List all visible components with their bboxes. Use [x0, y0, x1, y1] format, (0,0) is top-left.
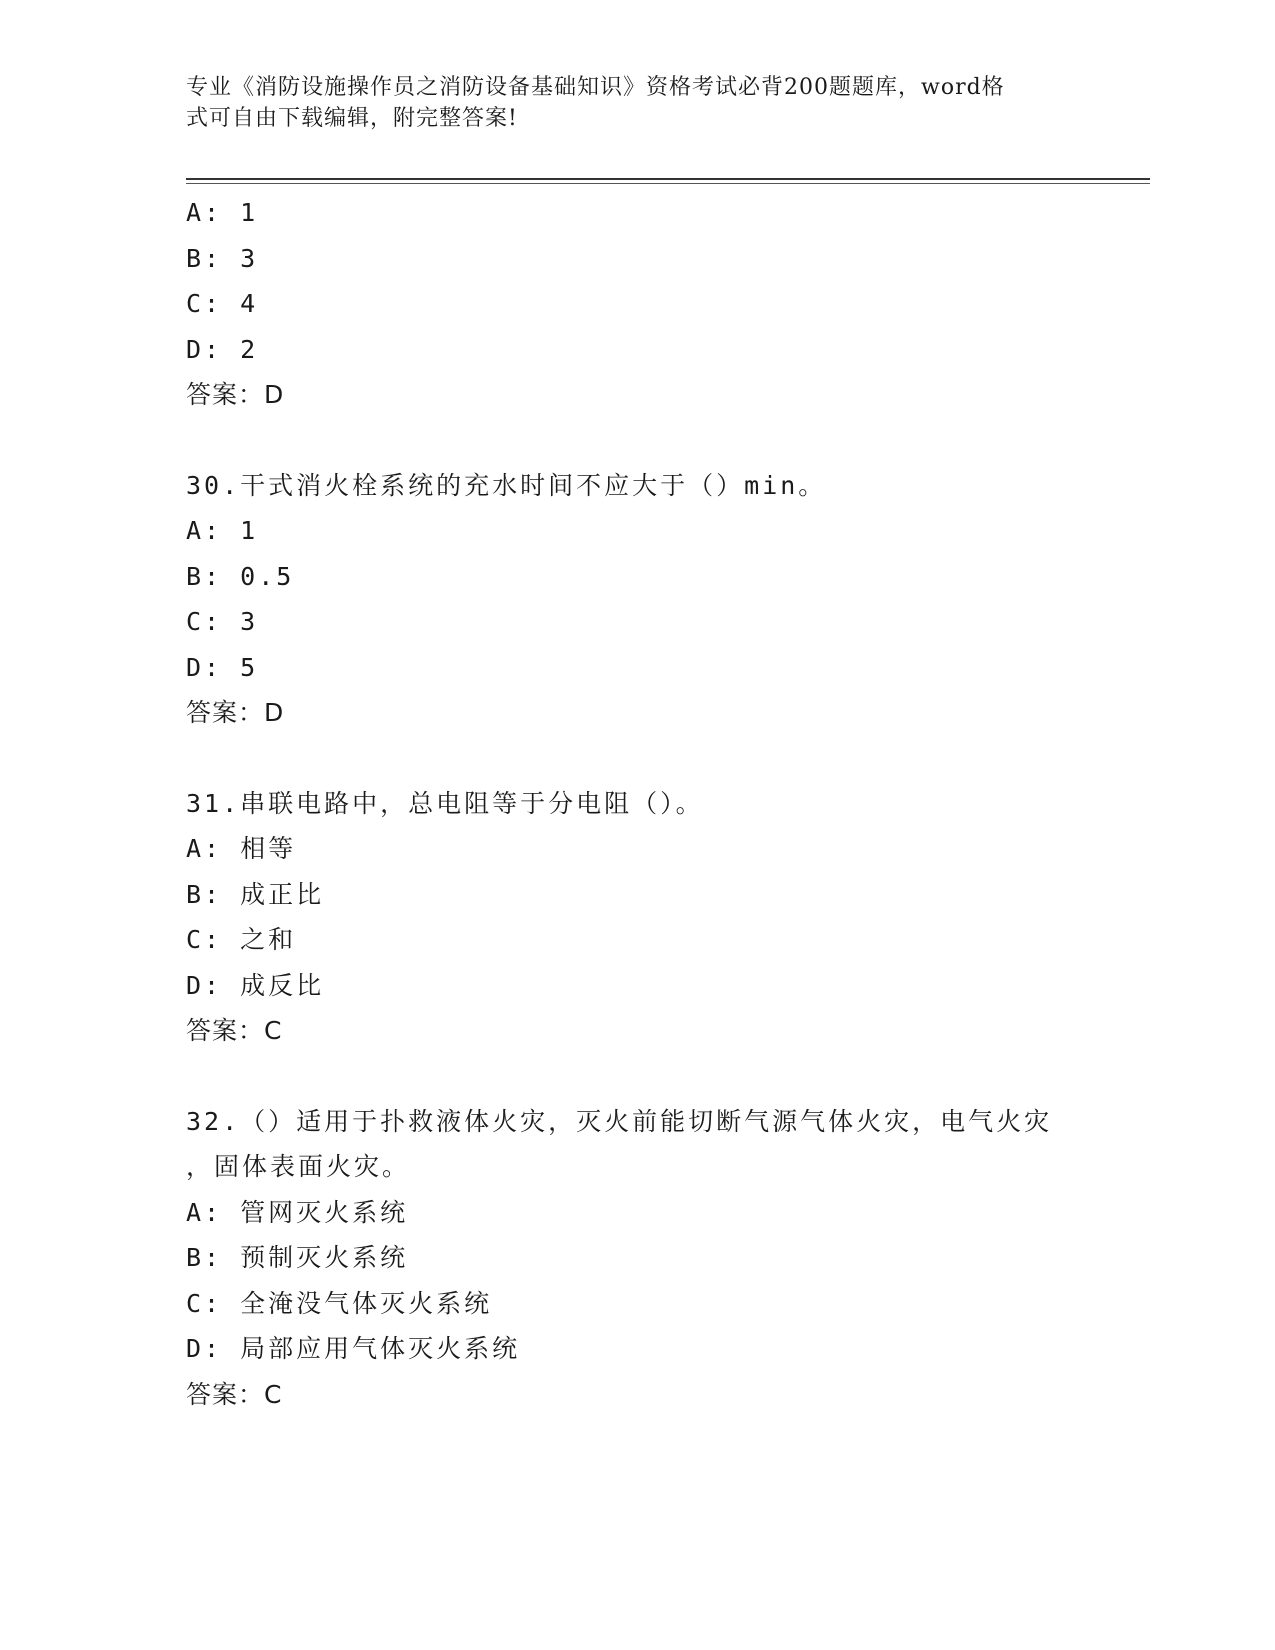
header-line-2: 式可自由下载编辑，附完整答案! — [186, 106, 518, 131]
option-b: B: 成正比 — [186, 879, 325, 909]
option-d: D: 局部应用气体灭火系统 — [186, 1334, 521, 1363]
option-d: D: 5 — [186, 652, 259, 682]
header-divider-thick — [186, 178, 1150, 180]
header-line-1: 专业《消防设施操作员之消防设备基础知识》资格考试必背200题题库，word格 — [186, 75, 1005, 100]
option-c: C: 之和 — [186, 925, 297, 954]
option-c: C: 4 — [186, 289, 259, 318]
spacer — [186, 418, 1086, 463]
option-c: C: 3 — [186, 607, 259, 636]
question-block-30 — [186, 463, 1086, 736]
header-divider-thin — [186, 183, 1150, 184]
question-list — [186, 190, 1086, 1417]
question-block-29 — [186, 190, 1086, 418]
document-header — [186, 72, 1076, 134]
question-stem: 30.干式消火栓系统的充水时间不应大于（）min。 — [186, 470, 827, 500]
question-stem-line-2: ，固体表面火灾。 — [186, 1152, 411, 1181]
spacer — [186, 1054, 1086, 1099]
answer-line: 答案：D — [186, 380, 285, 409]
answer-line: 答案：C — [186, 1016, 283, 1045]
answer-line: 答案：C — [186, 1379, 283, 1409]
option-c: C: 全淹没气体灭火系统 — [186, 1288, 493, 1318]
option-d: D: 成反比 — [186, 970, 325, 1000]
option-a: A: 1 — [186, 198, 259, 227]
option-a: A: 管网灭火系统 — [186, 1197, 409, 1227]
question-stem-line-1: 32.（）适用于扑救液体火灾，灭火前能切断气源气体火灾，电气火灾 — [186, 1106, 1053, 1136]
option-b: B: 0.5 — [186, 561, 295, 591]
question-stem: 31.串联电路中，总电阻等于分电阻（）。 — [186, 788, 704, 818]
answer-line: 答案：D — [186, 698, 285, 727]
spacer — [186, 736, 1086, 781]
option-b: B: 3 — [186, 243, 259, 273]
option-b: B: 预制灭火系统 — [186, 1243, 409, 1272]
option-a: A: 相等 — [186, 834, 297, 863]
option-a: A: 1 — [186, 516, 259, 545]
option-d: D: 2 — [186, 334, 259, 364]
question-block-32 — [186, 1099, 1086, 1418]
question-block-31 — [186, 781, 1086, 1054]
